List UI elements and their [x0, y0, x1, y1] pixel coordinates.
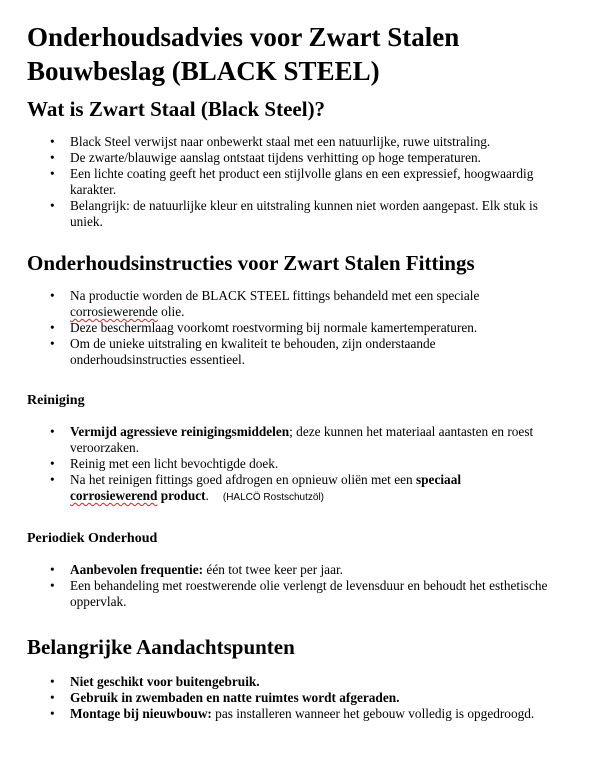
list-item: [70, 472, 548, 506]
list-item: [70, 562, 548, 578]
list-item: • Reinig met een licht bevochtigde doek.: [70, 456, 548, 472]
text: ; deze kunnen het materiaal aantasten en roest veroorzaken.: [70, 424, 534, 455]
list-item: [70, 288, 548, 320]
maintenance-list: [27, 288, 548, 368]
list-item: • Een lichte coating geeft het product een stijlvolle glans en een expressief, hoogwaardig karakter.: [70, 166, 548, 198]
heading-maintenance-instructions: Onderhoudsinstructies voor Zwart Stalen Fittings: [27, 251, 475, 275]
aandacht-list: [27, 674, 548, 722]
text: .: [205, 488, 209, 503]
bold-text: Vermijd agressieve reinigingsmiddelen: [70, 424, 290, 439]
bold-text: product: [157, 488, 206, 503]
list-item: • Belangrijk: de natuurlijke kleur en uitstraling kunnen niet worden aangepast. Elk stuk is uniek.: [70, 198, 548, 230]
periodiek-list: [27, 562, 548, 610]
document-title: Onderhoudsadvies voor Zwart Stalen Bouwbeslag (BLACK STEEL): [27, 22, 460, 86]
text: pas installeren wanneer het gebouw volledig is opgedroogd.: [211, 706, 535, 721]
heading-reiniging: Reiniging: [27, 393, 85, 408]
bold-text: Niet geschikt voor buitengebruik.: [70, 674, 260, 689]
bold-text: Montage bij nieuwbouw:: [70, 706, 212, 721]
text: olie.: [157, 304, 185, 319]
product-note: (HALCÖ Rostschutzöl): [222, 492, 325, 503]
heading-periodiek-onderhoud: Periodiek Onderhoud: [27, 531, 158, 546]
bold-text: speciaal: [415, 472, 462, 487]
text: één tot twee keer per jaar.: [203, 562, 344, 577]
list-item: • De zwarte/blauwige aanslag ontstaat tijdens verhitting op hoge temperaturen.: [70, 150, 548, 166]
misspelled-word: corrosiewerend: [70, 488, 158, 503]
heading-aandachtspunten: Belangrijke Aandachtspunten: [27, 635, 295, 659]
list-item: • Een behandeling met roestwerende olie verlengt de levensduur en behoudt het esthetische oppervlak.: [70, 578, 548, 610]
list-item: [70, 424, 548, 456]
list-item: • Deze beschermlaag voorkomt roestvorming bij normale kamertemperaturen.: [70, 320, 548, 336]
list-item: [70, 690, 548, 706]
list-item: • Black Steel verwijst naar onbewerkt staal met een natuurlijke, ruwe uitstraling.: [70, 134, 548, 150]
black-steel-list: [27, 134, 548, 230]
bold-text: Gebruik in zwembaden en natte ruimtes wordt afgeraden.: [70, 690, 400, 705]
list-item: [70, 706, 548, 722]
reiniging-list: [27, 424, 548, 506]
misspelled-word: corrosiewerende: [70, 304, 158, 319]
text: Na productie worden de BLACK STEEL fittings behandeld met een speciale: [70, 288, 480, 303]
text: Na het reinigen fittings goed afdrogen en opnieuw oliën met een: [70, 472, 416, 487]
document-page: [27, 20, 587, 742]
list-item: • Om de unieke uitstraling en kwaliteit te behouden, zijn onderstaande onderhoudsinstructies essentieel.: [70, 336, 548, 368]
list-item: [70, 674, 548, 690]
heading-what-is-black-steel: Wat is Zwart Staal (Black Steel)?: [27, 97, 326, 121]
bold-text: Aanbevolen frequentie:: [70, 562, 204, 577]
